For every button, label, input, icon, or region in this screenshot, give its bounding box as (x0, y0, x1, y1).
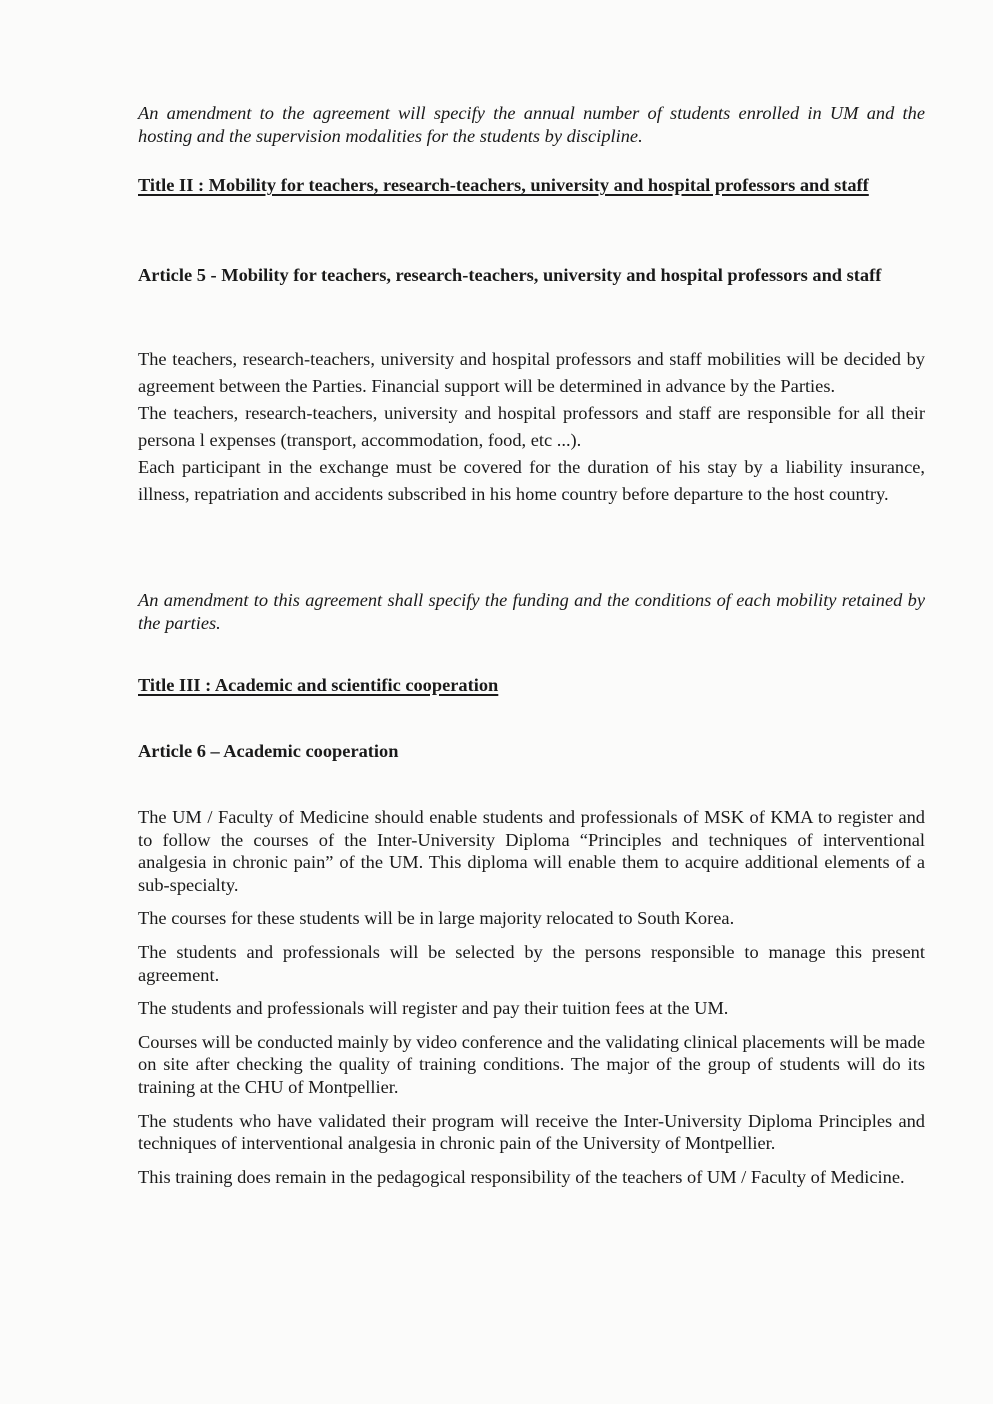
intro-amendment-note: An amendment to the agreement will specify the annual number of students enrolled in UM and the hosting and the supervision modalities for the students by discipline. (138, 103, 925, 146)
article-6-paragraph-1: The UM / Faculty of Medicine should enable students and professionals of MSK of KMA to register and to follow the courses of the Inter-University Diploma “Principles and techniques of interventional analgesia in chronic pain” of the UM. This diploma will enable them to acquire additional elements of a sub-specialty. (138, 807, 925, 895)
article-5-paragraph-1: The teachers, research-teachers, university and hospital professors and staff mobilities will be decided by agreement between the Parties. Financial support will be determined in advance by the Parties. (138, 349, 925, 396)
article-6-paragraph-4: The students and professionals will register and pay their tuition fees at the UM. (138, 998, 729, 1019)
article-5-paragraph-3: Each participant in the exchange must be covered for the duration of his stay by a liability insurance, illness, repatriation and accidents subscribed in his home country before departure to the host country. (138, 457, 925, 504)
article-5-paragraph-2: The teachers, research-teachers, university and hospital professors and staff are responsible for all their persona l expenses (transport, accommodation, food, etc ...). (138, 403, 925, 450)
article-6-paragraph-5: Courses will be conducted mainly by video conference and the validating clinical placements will be made on site after checking the quality of training conditions. The major of the group of students will do its training at the CHU of Montpellier. (138, 1031, 925, 1097)
article-6-paragraph-6: The students who have validated their program will receive the Inter-University Diploma Principles and techniques of interventional analgesia in chronic pain of the University of Montpellier. (138, 1110, 925, 1154)
article-6-paragraph-2: The courses for these students will be in large majority relocated to South Korea. (138, 908, 735, 929)
article-6-paragraph-3: The students and professionals will be selected by the persons responsible to manage this present agreement. (138, 941, 925, 985)
article-6-body (138, 806, 925, 1188)
article-6-paragraph-7: This training does remain in the pedagogical responsibility of the teachers of UM / Faculty of Medicine. (138, 1166, 905, 1187)
article-5-heading: Article 5 - Mobility for teachers, research-teachers, university and hospital professors and staff (138, 265, 882, 285)
title-3-heading: Title III : Academic and scientific cooperation (138, 675, 499, 695)
article-5-amendment-note: An amendment to this agreement shall specify the funding and the conditions of each mobility retained by the parties. (138, 590, 925, 633)
title-2-heading: Title II : Mobility for teachers, research-teachers, university and hospital professors and staff (138, 175, 869, 195)
article-5-body (138, 346, 925, 508)
article-6-heading: Article 6 – Academic cooperation (138, 741, 399, 761)
